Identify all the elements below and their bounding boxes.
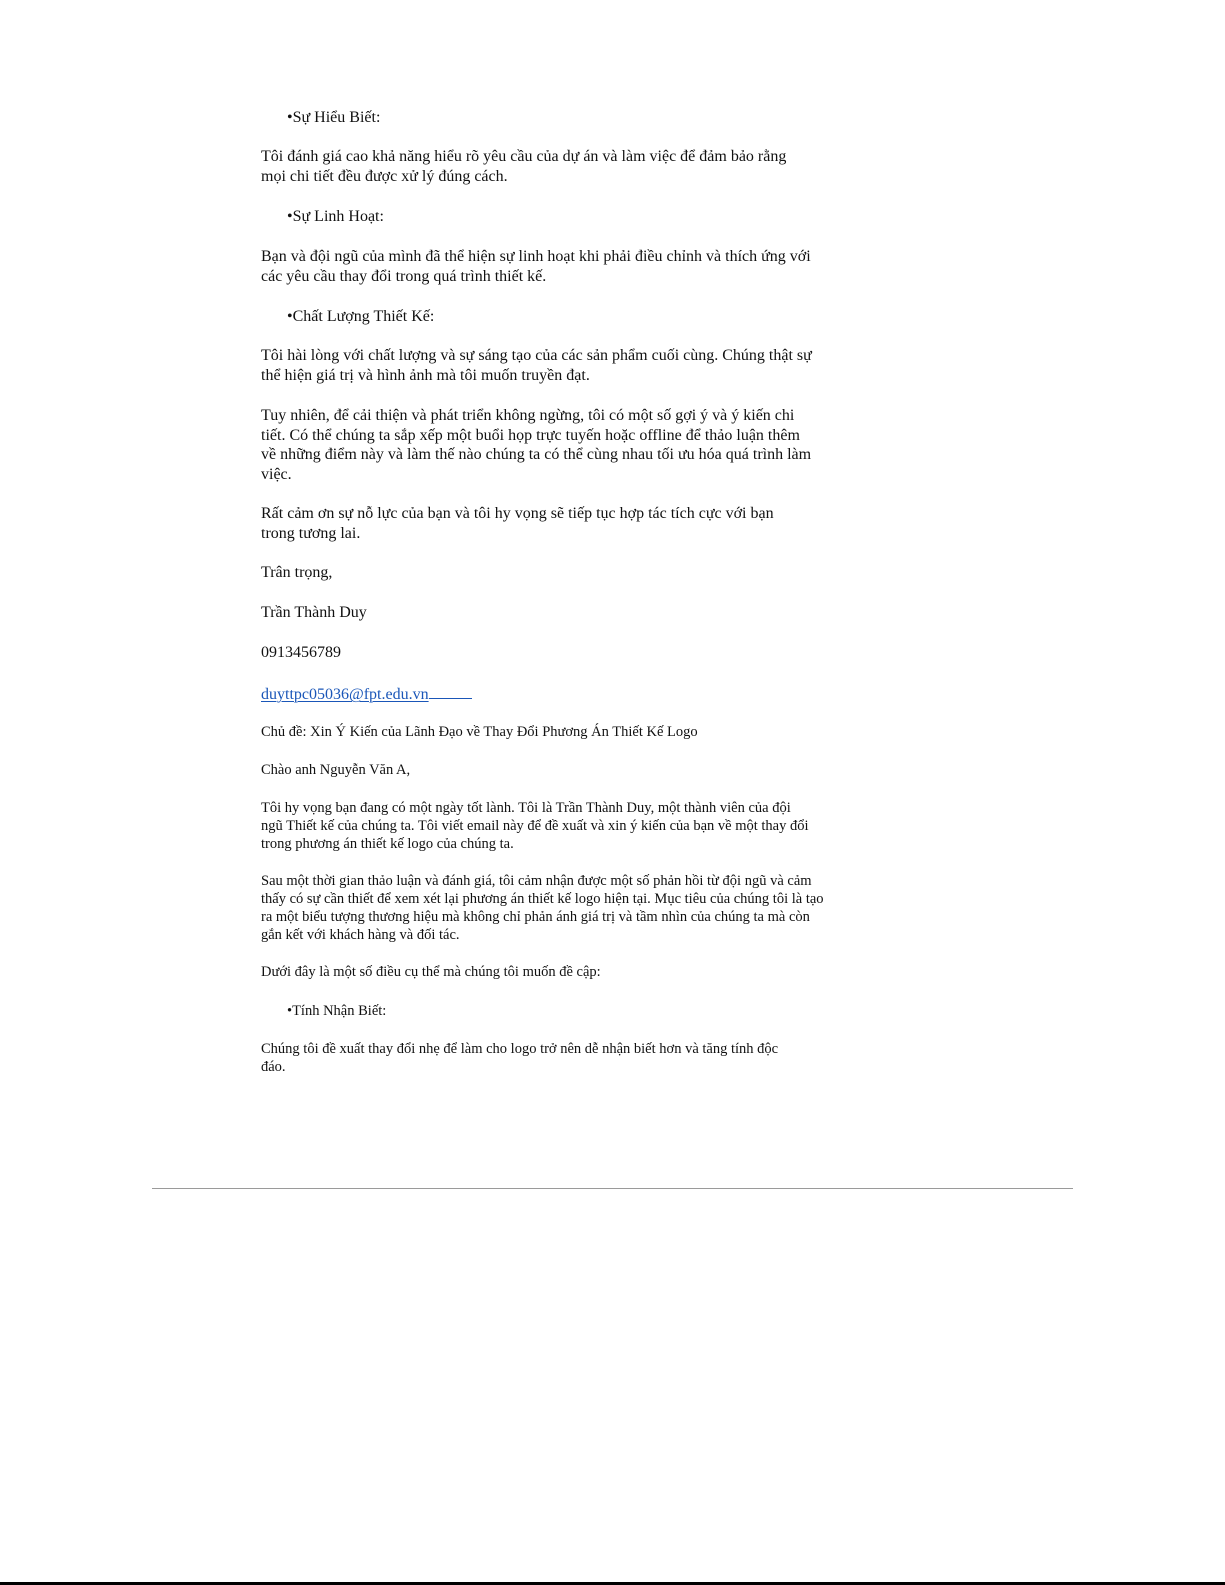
paragraph-understanding: Tôi đánh giá cao khả năng hiểu rõ yêu cầu của dự án và làm việc để đảm bảo rằng mọi chi tiết đều được xử lý đúng cách. [261,148,787,185]
paragraph-flexibility: Bạn và đội ngũ của mình đã thể hiện sự linh hoạt khi phải điều chỉnh và thích ứng với các yêu cầu thay đổi trong quá trình thiết kế. [261,248,811,285]
bullet-understanding: •Sự Hiểu Biết: [287,109,381,126]
sender-phone: 0913456789 [261,644,341,661]
paragraph-introduction: Tôi hy vọng bạn đang có một ngày tốt lành. Tôi là Trần Thành Duy, một thành viên của đội ngũ Thiết kế của chúng ta. Tôi viết email này để đề xuất và xin ý kiến của bạn về một thay đổi trong phương án thiết kế logo của chúng ta. [261,800,809,852]
paragraph-design-quality: Tôi hài lòng với chất lượng và sự sáng tạo của các sản phẩm cuối cùng. Chúng thật sự thể hiện giá trị và hình ảnh mà tôi muốn truyền đạt. [261,347,812,384]
sender-name: Trần Thành Duy [261,604,367,621]
email-greeting: Chào anh Nguyễn Văn A, [261,762,411,778]
email-link-underline [429,683,472,699]
bullet-flexibility: •Sự Linh Hoạt: [287,208,384,225]
paragraph-improvement: Tuy nhiên, để cải thiện và phát triển không ngừng, tôi có một số gợi ý và ý kiến chi tiết. Có thể chúng ta sắp xếp một buổi họp trực tuyến hoặc offline để thảo luận thêm về những điểm này và làm thế nào chúng ta có thể cùng nhau tối ưu hóa quá trình làm việc. [261,407,812,483]
paragraph-recognizability: Chúng tôi đề xuất thay đổi nhẹ để làm cho logo trở nên dễ nhận biết hơn và tăng tính độc đáo. [261,1041,779,1075]
closing-text: Trân trọng, [261,564,333,581]
paragraph-points-intro: Dưới đây là một số điều cụ thể mà chúng tôi muốn đề cập: [261,964,601,980]
bullet-recognizability: •Tính Nhận Biết: [287,1003,387,1019]
paragraph-reason: Sau một thời gian thảo luận và đánh giá, tôi cảm nhận được một số phản hồi từ đội ngũ và cảm thấy có sự cần thiết để xem xét lại phương án thiết kế logo hiện tại. Mục tiêu của chúng tôi là tạo ra một biểu tượng thương hiệu mà không chỉ phản ánh giá trị và tầm nhìn của chúng ta mà còn gắn kết với khách hàng và đối tác. [261,873,824,943]
sender-email [261,683,821,705]
page-divider [152,1188,1073,1189]
bullet-design-quality: •Chất Lượng Thiết Kế: [287,308,435,325]
paragraph-thanks: Rất cảm ơn sự nỗ lực của bạn và tôi hy vọng sẽ tiếp tục hợp tác tích cực với bạn trong tương lai. [261,505,774,542]
email-link[interactable]: duyttpc05036@fpt.edu.vn [261,686,429,703]
email-subject: Chủ đề: Xin Ý Kiến của Lãnh Đạo về Thay Đổi Phương Án Thiết Kế Logo [261,724,698,740]
